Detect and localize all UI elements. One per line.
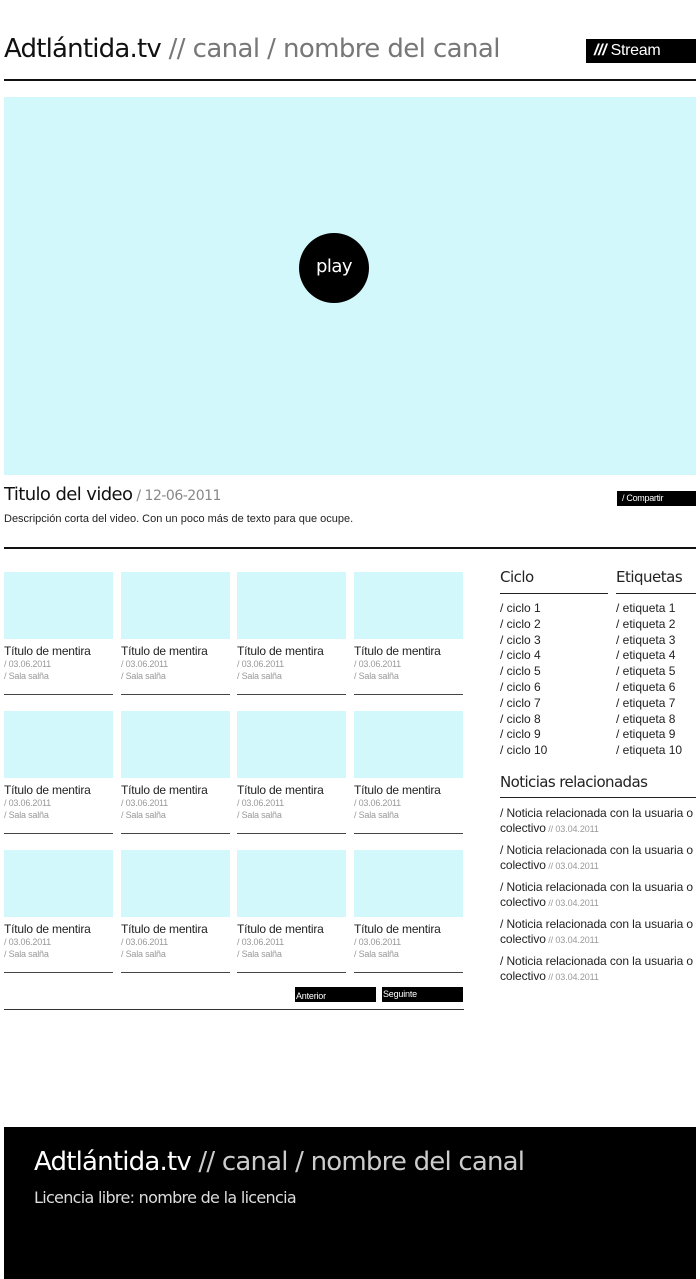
- video-card[interactable]: [354, 572, 463, 696]
- news-text[interactable]: / Noticia relacionada con la usuaria o colectivo: [500, 880, 693, 909]
- brand-link[interactable]: Adtlántida.tv: [4, 34, 161, 64]
- card-venue: / Sala salña: [354, 810, 399, 820]
- card-venue: / Sala salña: [354, 949, 399, 959]
- video-card[interactable]: [4, 572, 113, 696]
- ciclo-item[interactable]: / ciclo 6: [500, 679, 541, 694]
- card-date: / 03.06.2011: [4, 937, 51, 947]
- card-date: / 03.06.2011: [4, 798, 51, 808]
- video-card[interactable]: [121, 572, 230, 696]
- related-news-list: [500, 806, 696, 985]
- info-divider: [4, 547, 696, 549]
- video-player[interactable]: [4, 97, 696, 475]
- etiqueta-item[interactable]: / etiqueta 1: [616, 601, 676, 615]
- etiqueta-item[interactable]: / etiqueta 3: [616, 632, 676, 647]
- video-thumbnail[interactable]: [121, 850, 230, 917]
- etiquetas-section: [616, 568, 696, 759]
- card-title[interactable]: Título de mentira: [354, 922, 441, 936]
- video-card[interactable]: [354, 711, 463, 835]
- card-venue: / Sala salña: [237, 949, 282, 959]
- ciclo-item[interactable]: / ciclo 8: [500, 711, 541, 726]
- card-divider: [121, 833, 230, 834]
- ciclo-item[interactable]: / ciclo 7: [500, 695, 541, 710]
- card-divider: [354, 694, 463, 695]
- video-card[interactable]: [4, 850, 113, 974]
- news-item[interactable]: [500, 954, 696, 985]
- card-divider: [354, 972, 463, 973]
- card-divider: [121, 694, 230, 695]
- card-title[interactable]: Título de mentira: [237, 783, 324, 797]
- card-venue: / Sala salña: [4, 949, 49, 959]
- card-venue: / Sala salña: [121, 810, 166, 820]
- ciclo-list: [500, 601, 608, 759]
- video-thumbnail[interactable]: [237, 850, 346, 917]
- card-divider: [237, 833, 346, 834]
- site-footer: [4, 1127, 696, 1279]
- card-title[interactable]: Título de mentira: [237, 644, 324, 658]
- card-divider: [237, 972, 346, 973]
- card-divider: [4, 972, 113, 973]
- video-date: / 12-06-2011: [132, 488, 221, 504]
- card-venue: / Sala salña: [4, 810, 49, 820]
- card-divider: [121, 972, 230, 973]
- video-card[interactable]: [237, 572, 346, 696]
- card-divider: [237, 694, 346, 695]
- card-date: / 03.06.2011: [354, 798, 401, 808]
- pagination: [4, 986, 464, 1010]
- site-header: [4, 28, 696, 80]
- card-date: / 03.06.2011: [121, 937, 168, 947]
- ciclo-item[interactable]: / ciclo 1: [500, 601, 541, 615]
- card-title[interactable]: Título de mentira: [121, 644, 208, 658]
- video-card[interactable]: [121, 711, 230, 835]
- video-thumbnail[interactable]: [121, 711, 230, 778]
- card-title[interactable]: Título de mentira: [121, 783, 208, 797]
- card-venue: / Sala salña: [354, 671, 399, 681]
- etiqueta-item[interactable]: / etiqueta 10: [616, 743, 683, 758]
- ciclo-item[interactable]: / ciclo 4: [500, 648, 541, 663]
- etiqueta-item[interactable]: / etiqueta 4: [616, 648, 676, 663]
- ciclo-item[interactable]: / ciclo 2: [500, 616, 541, 631]
- card-venue: / Sala salña: [237, 671, 282, 681]
- ciclo-item[interactable]: / ciclo 5: [500, 664, 541, 679]
- card-title[interactable]: Título de mentira: [121, 922, 208, 936]
- card-title[interactable]: Título de mentira: [4, 922, 91, 936]
- card-divider: [4, 833, 113, 834]
- video-thumbnail[interactable]: [237, 711, 346, 778]
- video-thumbnail[interactable]: [4, 850, 113, 917]
- previous-page-button[interactable]: Anterior: [295, 987, 376, 1002]
- pagination-divider: [4, 1009, 464, 1010]
- card-title[interactable]: Título de mentira: [237, 922, 324, 936]
- video-description: Descripción corta del video. Con un poco más de texto para que ocupe.: [4, 513, 354, 525]
- etiqueta-item[interactable]: / etiqueta 6: [616, 679, 676, 694]
- footer-brand-link[interactable]: Adtlántida.tv: [34, 1147, 191, 1177]
- channel-breadcrumb: // canal / nombre del canal: [160, 34, 500, 64]
- ciclo-item[interactable]: / ciclo 9: [500, 727, 541, 742]
- news-item[interactable]: [500, 880, 696, 911]
- card-date: / 03.06.2011: [237, 937, 284, 947]
- news-item[interactable]: [500, 843, 696, 874]
- card-date: / 03.06.2011: [237, 798, 284, 808]
- card-date: / 03.06.2011: [354, 659, 401, 669]
- card-venue: / Sala salña: [121, 671, 166, 681]
- card-title[interactable]: Título de mentira: [354, 644, 441, 658]
- etiqueta-item[interactable]: / etiqueta 7: [616, 695, 676, 710]
- card-divider: [4, 694, 113, 695]
- video-card[interactable]: [121, 850, 230, 974]
- news-date: // 03.04.2011: [545, 935, 599, 945]
- news-text[interactable]: / Noticia relacionada con la usuaria o colectivo: [500, 843, 693, 872]
- news-text[interactable]: / Noticia relacionada con la usuaria o colectivo: [500, 806, 693, 835]
- video-thumbnail[interactable]: [4, 711, 113, 778]
- card-date: / 03.06.2011: [354, 937, 401, 947]
- video-thumbnail[interactable]: [354, 572, 463, 639]
- footer-title: [34, 1147, 524, 1177]
- video-thumbnail[interactable]: [354, 711, 463, 778]
- etiqueta-item[interactable]: / etiqueta 8: [616, 711, 676, 726]
- news-item[interactable]: [500, 806, 696, 837]
- card-date: / 03.06.2011: [237, 659, 284, 669]
- etiquetas-list: [616, 601, 696, 759]
- footer-breadcrumb: // canal / nombre del canal: [190, 1147, 525, 1177]
- etiqueta-item[interactable]: / etiqueta 5: [616, 664, 676, 679]
- news-date: // 03.04.2011: [545, 898, 599, 908]
- next-page-button[interactable]: Seguinte: [382, 987, 463, 1002]
- license-text: Licencia libre: nombre de la licencia: [34, 1188, 296, 1207]
- card-title[interactable]: Título de mentira: [4, 783, 91, 797]
- card-title[interactable]: Título de mentira: [4, 644, 91, 658]
- related-news-section: [500, 773, 696, 991]
- news-date: // 03.04.2011: [545, 972, 599, 982]
- stream-button[interactable]: [586, 39, 696, 63]
- stream-label: Stream: [606, 42, 661, 59]
- news-item[interactable]: [500, 917, 696, 948]
- ciclo-section: [500, 568, 608, 759]
- header-divider: [4, 79, 696, 81]
- card-venue: / Sala salña: [4, 671, 49, 681]
- ciclo-item[interactable]: / ciclo 3: [500, 632, 541, 647]
- card-date: / 03.06.2011: [4, 659, 51, 669]
- etiquetas-heading: Etiquetas: [616, 568, 696, 594]
- card-venue: / Sala salña: [237, 810, 282, 820]
- card-date: / 03.06.2011: [121, 798, 168, 808]
- video-card[interactable]: [237, 850, 346, 974]
- video-card[interactable]: [237, 711, 346, 835]
- share-button[interactable]: / Compartir: [617, 491, 696, 506]
- news-date: // 03.04.2011: [545, 824, 599, 834]
- related-news-heading: Noticias relacionadas: [500, 773, 696, 798]
- etiqueta-item[interactable]: / etiqueta 9: [616, 727, 676, 742]
- card-date: / 03.06.2011: [121, 659, 168, 669]
- video-card[interactable]: [4, 711, 113, 835]
- video-thumbnail[interactable]: [237, 572, 346, 639]
- etiqueta-item[interactable]: / etiqueta 2: [616, 616, 676, 631]
- news-date: // 03.04.2011: [545, 861, 599, 871]
- news-text[interactable]: / Noticia relacionada con la usuaria o colectivo: [500, 954, 693, 983]
- ciclo-heading: Ciclo: [500, 568, 608, 594]
- stream-slashes-icon: ///: [594, 42, 607, 59]
- video-card[interactable]: [354, 850, 463, 974]
- play-button[interactable]: play: [299, 233, 369, 303]
- card-venue: / Sala salña: [121, 949, 166, 959]
- card-title[interactable]: Título de mentira: [354, 783, 441, 797]
- card-divider: [354, 833, 463, 834]
- video-thumbnail[interactable]: [354, 850, 463, 917]
- news-text[interactable]: / Noticia relacionada con la usuaria o colectivo: [500, 917, 693, 946]
- video-thumbnail[interactable]: [4, 572, 113, 639]
- site-title: [4, 34, 500, 64]
- video-thumbnail[interactable]: [121, 572, 230, 639]
- video-title-text: Titulo del video: [4, 484, 133, 505]
- ciclo-item[interactable]: / ciclo 10: [500, 743, 548, 758]
- video-title: [4, 484, 221, 505]
